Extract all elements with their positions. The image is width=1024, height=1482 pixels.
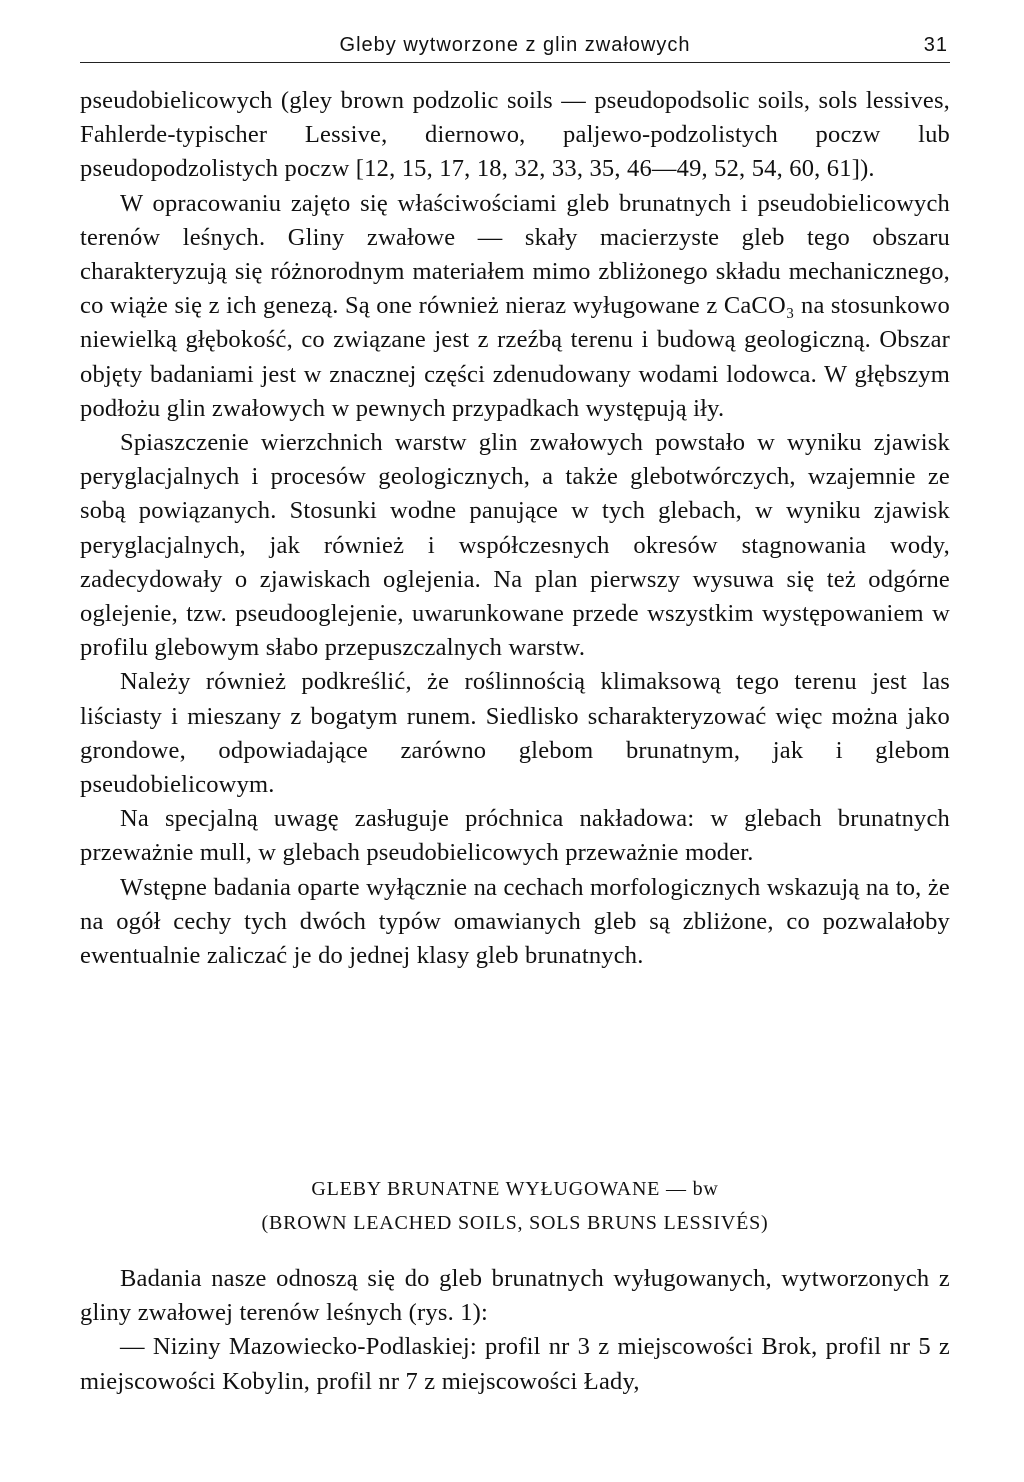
- section-title: GLEBY BRUNATNE WYŁUGOWANE — bw: [311, 1178, 719, 1200]
- body-text: [80, 84, 950, 973]
- section-subtitle: (BROWN LEACHED SOILS, SOLS BRUNS LESSIVÉS): [261, 1212, 769, 1234]
- paragraph-conclusion: Wstępne badania oparte wyłącznie na cechach morfologicznych wskazują na to, że na ogół cechy tych dwóch typów omawianych gleb są zbliżone, co pozwalałoby ewentualnie zaliczać je do jednej klasy gleb brunatnych.: [80, 873, 950, 970]
- document-page: [80, 0, 950, 1482]
- paragraph-scope: W opracowaniu zajęto się właściwościami gleb brunatnych i pseudobielicowych terenów leśnych. Gliny zwałowe — skały macierzyste gleb tego obszaru charakteryzują się różnorodnym materiałem mimo zbliżonego składu mechanicznego, co wiąże się z ich genezą. Są one również nieraz wyługowane z CaCO₃ na stosunkowo niewielką głębokość, co związane jest z rzeźbą terenu i budową geologiczną. Obszar objęty badaniami jest w znacznej części zdenudowany wodami lodowca. W głębszym podłożu glin zwałowych w pewnych przypadkach występują iły.: [80, 189, 950, 422]
- section-paragraph: Badania nasze odnoszą się do gleb brunatnych wyługowanych, wytworzonych z gliny zwałowej terenów leśnych (rys. 1):: [80, 1265, 950, 1327]
- section-heading: [80, 1172, 950, 1240]
- list-item: — Niziny Mazowiecko-Podlaskiej: profil nr 3 z miejscowości Brok, profil nr 5 z miejscowości Kobylin, profil nr 7 z miejscowości Łady,: [80, 1333, 950, 1395]
- section-body: [80, 1262, 950, 1399]
- running-header: [80, 28, 950, 63]
- paragraph-vegetation: Należy również podkreślić, że roślinnością klimaksową tego terenu jest las liściasty i mieszany z bogatym runem. Siedlisko scharakteryzować więc można jako grondowe, odpowiadające zarówno glebom brunatnym, jak i glebom pseudobielicowym.: [80, 668, 950, 799]
- paragraph-sandiness: Spiaszczenie wierzchnich warstw glin zwałowych powstało w wyniku zjawisk peryglacjalnych i procesów geologicznych, a także glebotwórczych, wzajemnie ze sobą powiązanych. Stosunki wodne panujące w tych glebach, w wyniku zjawisk peryglacjalnych, jak również i współczesnych okresów stagnowania wody, zadecydowały o zjawiskach oglejenia. Na plan pierwszy wysuwa się też odgórne oglejenie, tzw. pseudooglejenie, uwarunkowane przede wszystkim występowaniem w profilu glebowym słabo przepuszczalnych warstw.: [80, 429, 950, 662]
- paragraph-humus: Na specjalną uwagę zasługuje próchnica nakładowa: w glebach brunatnych przeważnie mull, w glebach pseudobielicowych przeważnie moder.: [80, 805, 950, 867]
- running-title: Gleby wytworzone z glin zwałowych: [339, 34, 691, 56]
- paragraph-continuation: pseudobielicowych (gley brown podzolic soils — pseudopodsolic soils, sols lessives, Fahlerde-typischer Lessive, diernowo, paljewo-podzolistych poczw lub pseudopodzolistych poczw [12, 15, 17, 18, 32, 33, 35, 46—49, 52, 54, 60, 61]).: [80, 87, 950, 183]
- page-number: 31: [923, 34, 948, 56]
